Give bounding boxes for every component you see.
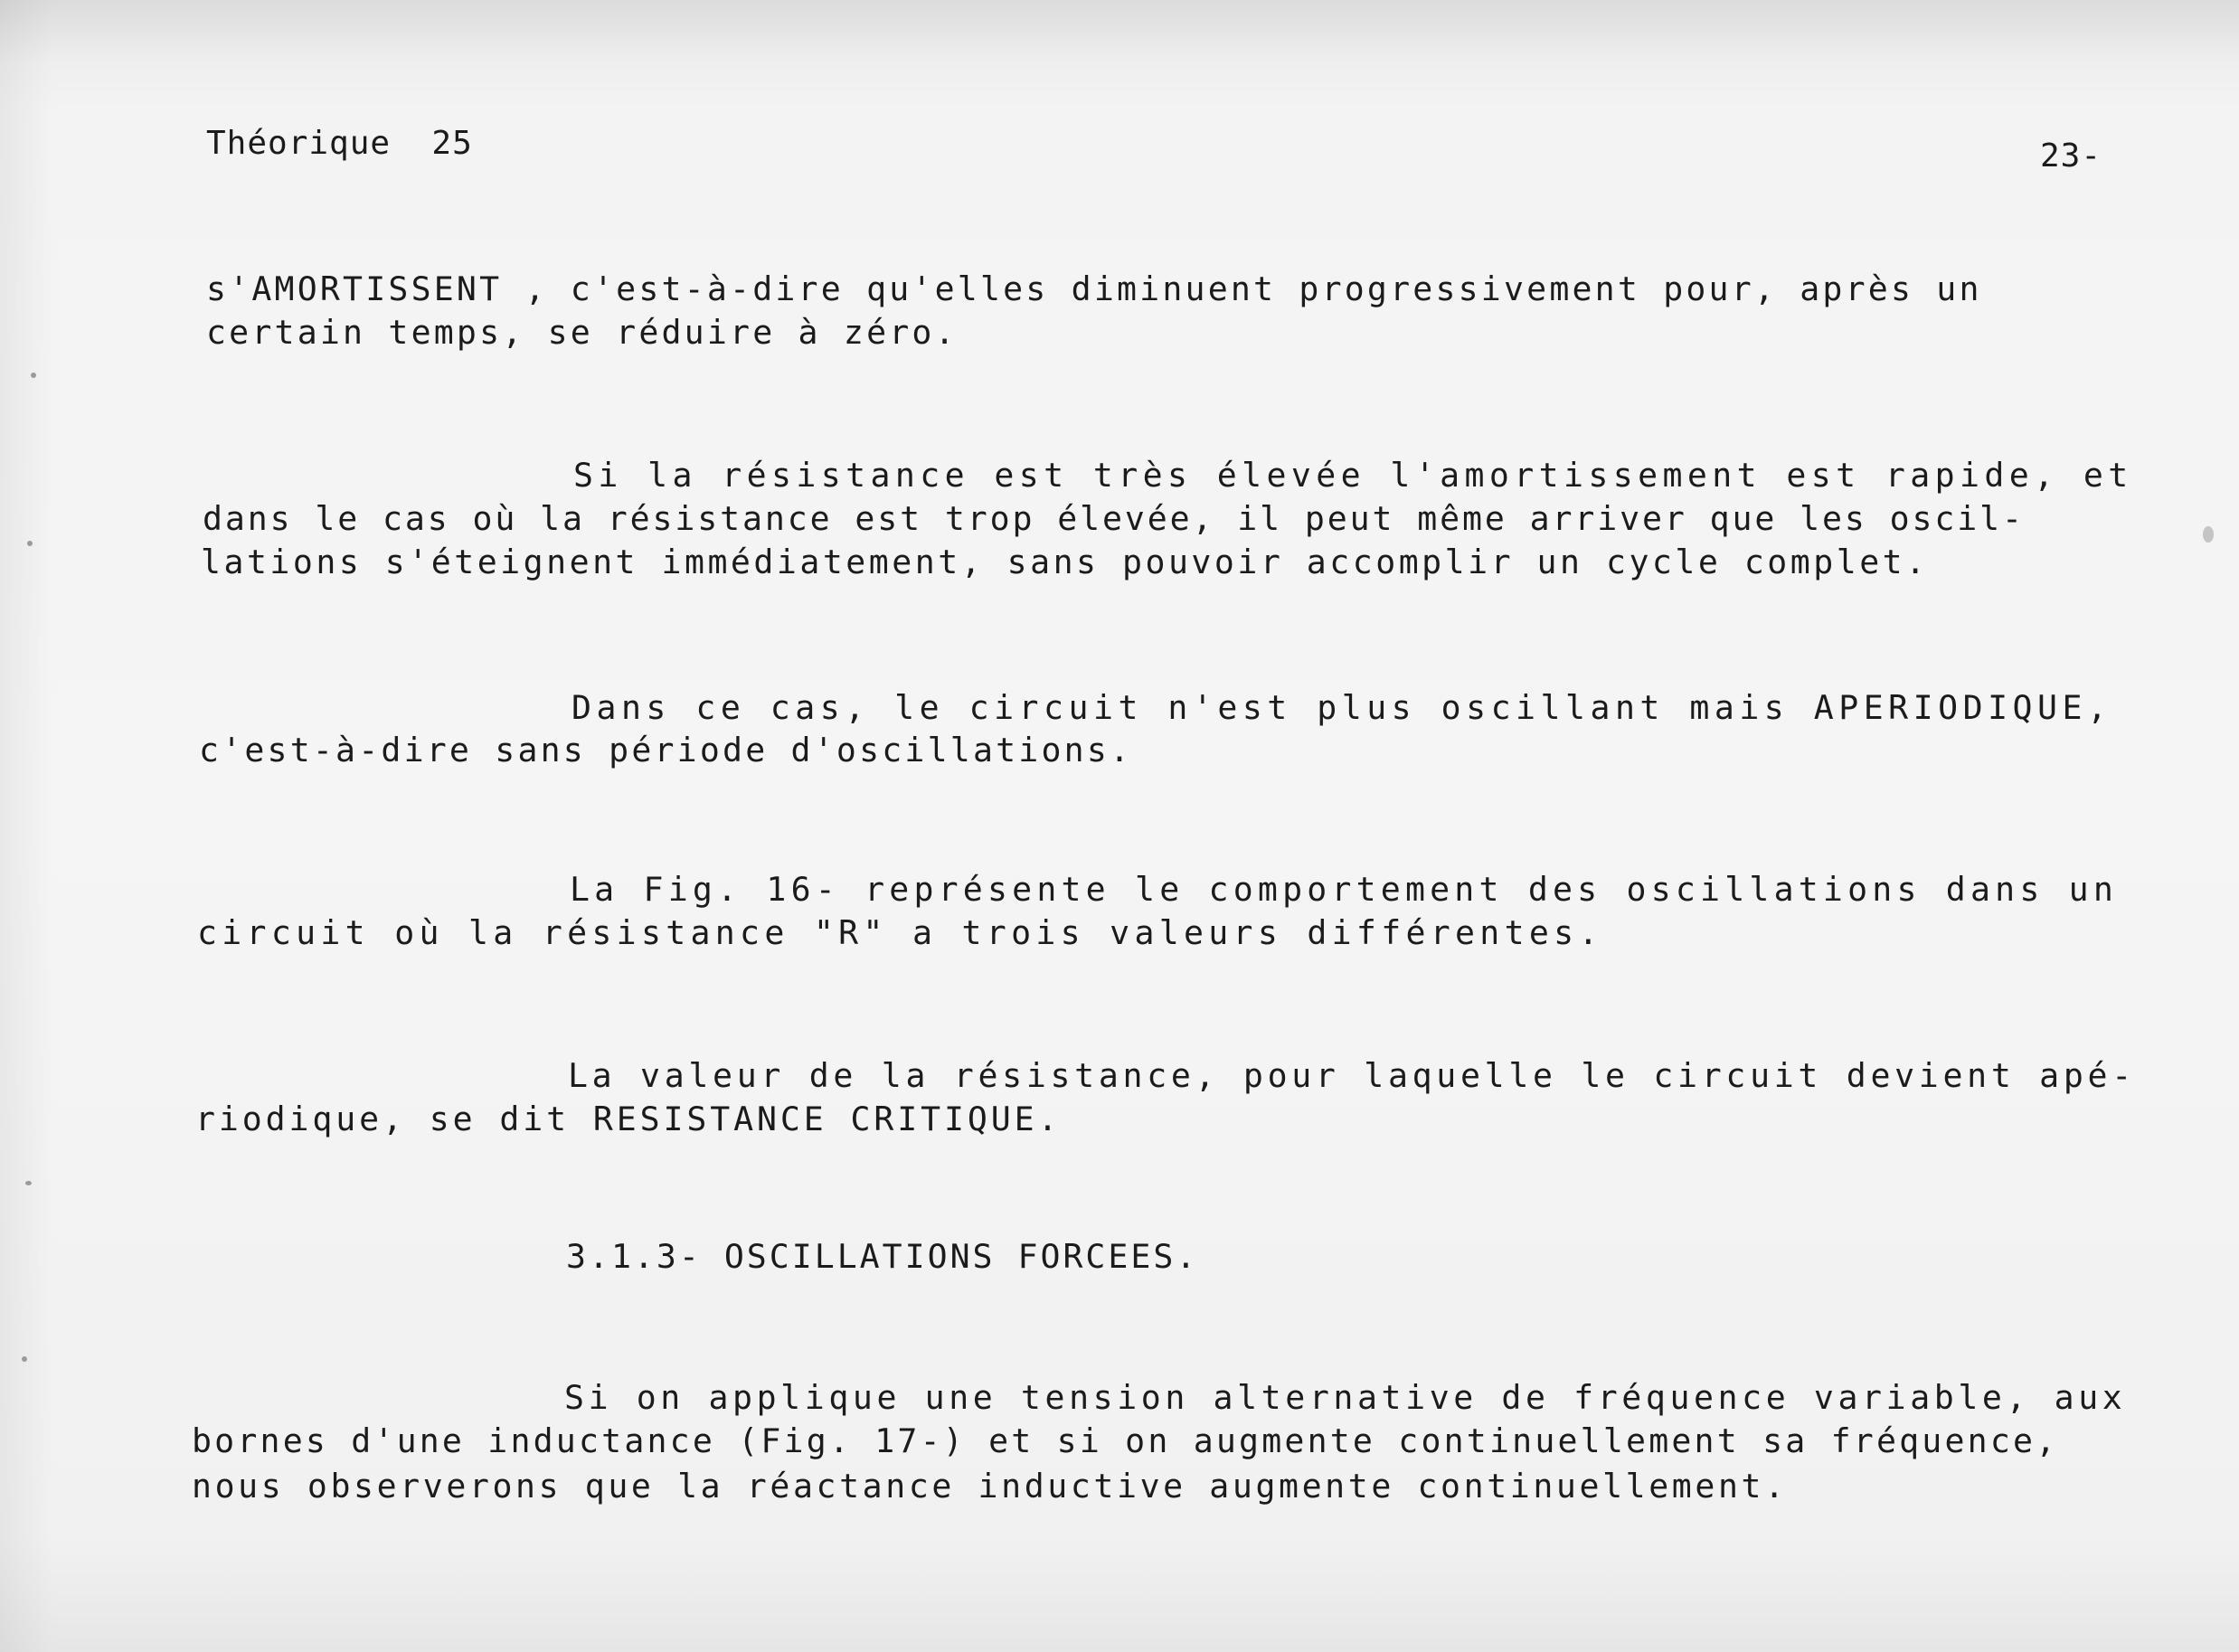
text-line: Si la résistance est très élevée l'amortissement est rapide, et bbox=[573, 456, 2133, 495]
text-line: La Fig. 16- représente le comportement des oscillations dans un bbox=[570, 870, 2119, 909]
scan-speck bbox=[2203, 526, 2214, 543]
text-line: s'AMORTISSENT , c'est-à-dire qu'elles diminuent progressivement pour, après un bbox=[206, 269, 1982, 308]
text-line: circuit où la résistance "R" a trois valeurs différentes. bbox=[197, 913, 1603, 952]
text-line: bornes d'une inductance (Fig. 17-) et si on augmente continuellement sa fréquence, bbox=[192, 1421, 2059, 1460]
text-line: lations s'éteignent immédiatement, sans pouvoir accomplir un cycle complet. bbox=[201, 543, 1929, 581]
scan-speck bbox=[25, 1181, 32, 1185]
page-header-section: Théorique 25 bbox=[206, 125, 473, 162]
text-line: Dans ce cas, le circuit n'est plus oscillant mais APERIODIQUE, bbox=[572, 688, 2112, 727]
scan-speck bbox=[31, 373, 36, 378]
text-line: riodique, se dit RESISTANCE CRITIQUE. bbox=[195, 1100, 1062, 1138]
section-heading: 3.1.3- OSCILLATIONS FORCEES. bbox=[566, 1237, 1199, 1276]
text-line: nous observerons que la réactance inductive augmente continuellement. bbox=[192, 1467, 1788, 1506]
scan-speck bbox=[22, 1356, 27, 1362]
page-number: 23- bbox=[2040, 137, 2102, 175]
scan-speck bbox=[27, 541, 33, 546]
text-line: dans le cas où la résistance est trop élevée, il peut même arriver que les oscil- bbox=[203, 499, 2025, 538]
text-line: certain temps, se réduire à zéro. bbox=[206, 313, 958, 352]
text-line: c'est-à-dire sans période d'oscillations. bbox=[199, 731, 1133, 769]
text-line: Si on applique une tension alternative de fréquence variable, aux bbox=[564, 1378, 2127, 1417]
text-line: La valeur de la résistance, pour laquelle le circuit devient apé- bbox=[568, 1056, 2136, 1095]
